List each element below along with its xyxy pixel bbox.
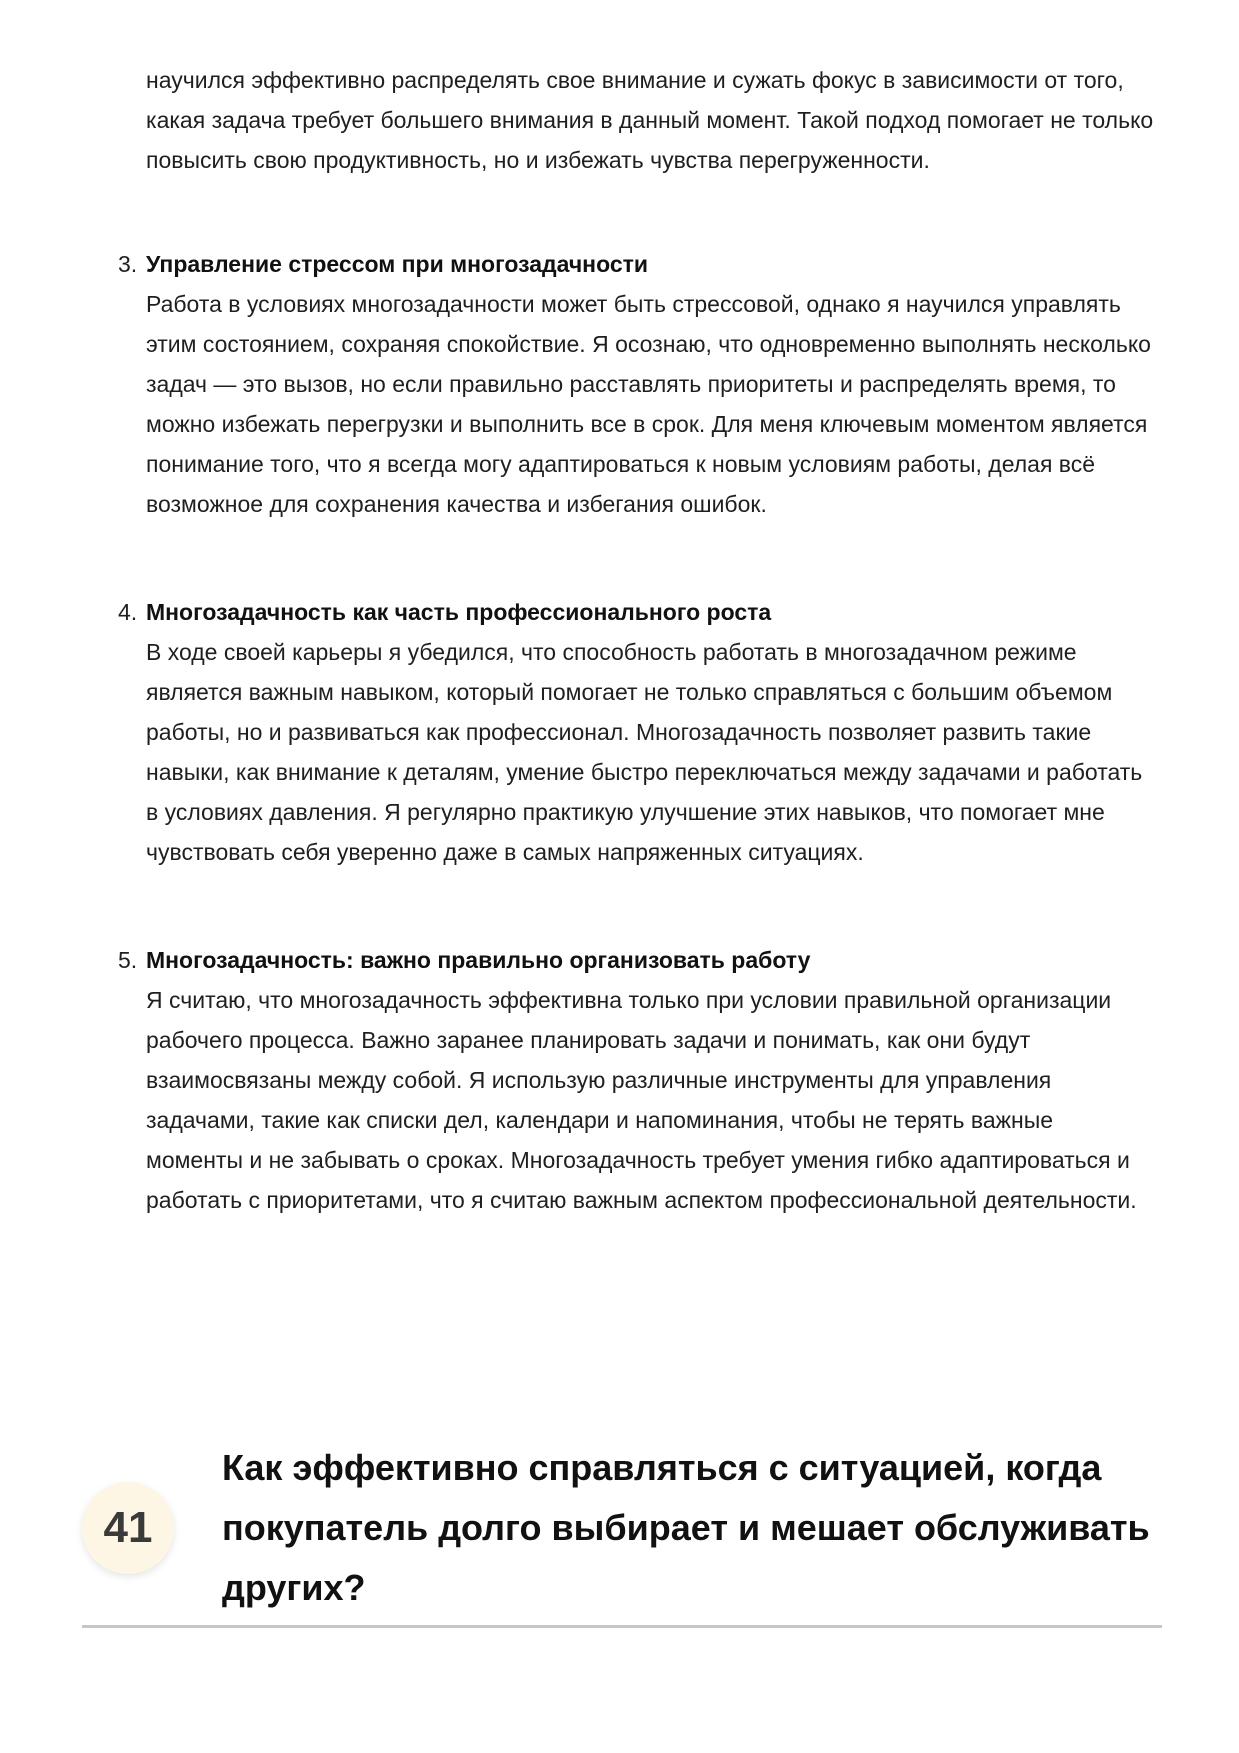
list-item [118,592,1156,872]
list-item-title: Многозадачность: важно правильно организовать работу [146,947,811,973]
list-item-number: 4. [118,599,138,625]
list-item-number: 3. [118,251,138,277]
list-item-title: Многозадачность как часть профессионального роста [146,599,772,625]
question-number-badge: 41 [82,1482,174,1574]
intro-paragraph: научился эффективно распределять свое внимание и сужать фокус в зависимости от того, какая задача требует большего внимания в данный момент. Такой подход помогает не только повысить свою продуктивность, но и избежать чувства перегруженности. [146,67,1154,173]
list-item-title: Управление стрессом при многозадачности [146,251,649,277]
question-title: Как эффективно справляться с ситуацией, когда покупатель долго выбирает и мешает обслуживать других? [222,1447,1150,1608]
list-item [118,940,1156,1220]
list-item-text: Работа в условиях многозадачности может быть стрессовой, однако я научился управлять этим состоянием, сохраняя спокойствие. Я осознаю, что одновременно выполнять несколько задач — это вызов, но если правильно расставлять приоритеты и распределять время, то можно избежать перегрузки и выполнить все в срок. Для меня ключевым моментом является понимание того, что я всегда могу адаптироваться к новым условиям работы, делая всё возможное для сохранения качества и избегания ошибок. [146,291,1151,517]
list-item-text: В ходе своей карьеры я убедился, что способность работать в многозадачном режиме является важным навыком, который помогает не только справляться с большим объемом работы, но и развиваться как профессионал. Многозадачность позволяет развить такие навыки, как внимание к деталям, умение быстро переключаться между задачами и работать в условиях давления. Я регулярно практикую улучшение этих навыков, что помогает мне чувствовать себя уверенно даже в самых напряженных ситуациях. [146,639,1143,865]
list-item-number: 5. [118,947,138,973]
section-divider [82,1625,1162,1628]
list-item [118,244,1156,524]
list-item-text: Я считаю, что многозадачность эффективна только при условии правильной организации рабочего процесса. Важно заранее планировать задачи и понимать, как они будут взаимосвязаны между собой. Я использую различные инструменты для управления задачами, такие как списки дел, календари и напоминания, чтобы не терять важные моменты и не забывать о сроках. Многозадачность требует умения гибко адаптироваться и работать с приоритетами, что я считаю важным аспектом профессиональной деятельности. [146,987,1137,1213]
